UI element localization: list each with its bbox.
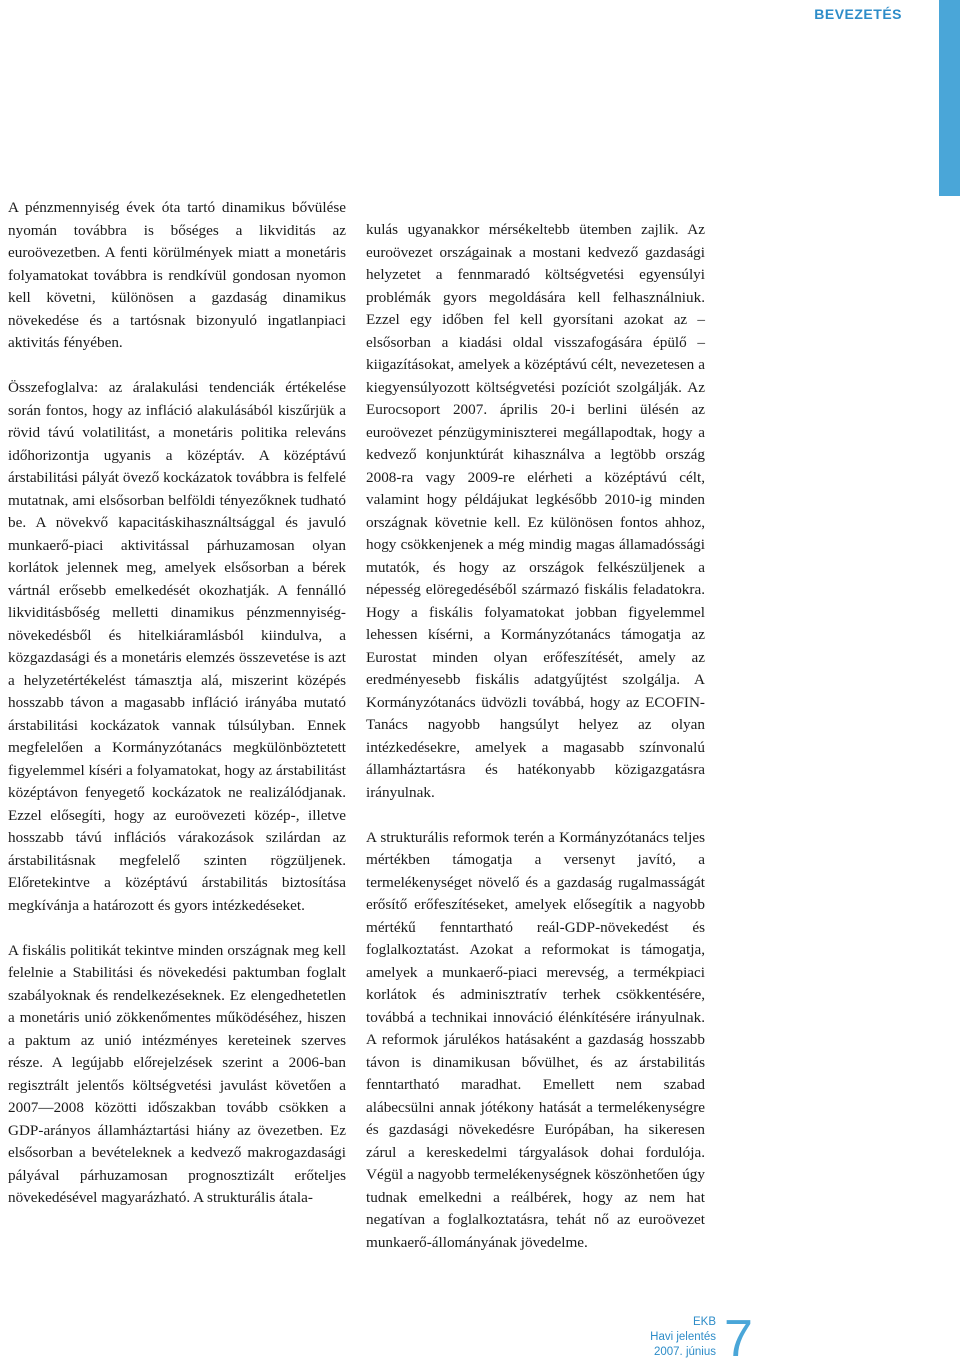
paragraph: A pénzmennyiség évek óta tartó dinamikus bővülése nyomán továbbra is bőséges a likviditás az euroövezetben. A fenti körülmények miatt a monetáris folyamatokat továbbra is rendkívül gondosan nyomon kell követni, különösen a gazdaság dinamikus növekedése és a tartósnak bizonyuló ingatlanpiaci aktivitás fényében. bbox=[8, 199, 346, 351]
page-number: 7 bbox=[724, 1310, 753, 1368]
section-header: BEVEZETÉS bbox=[814, 6, 902, 22]
paragraph: Összefoglalva: az áralakulási tendenciák értékelése során fontos, hogy az infláció alakulásából kiszűrjük a rövid távú volatilitást, a monetáris politika releváns időhorizontja ugyanis a középtáv. A középtávú árstabilitási pályát övező kockázatok továbbra is felfelé mutatnak, ami elsősorban belföldi tényezőknek tudható be. A növekvő kapacitáskihasználtsággal és javuló munkaerő-piaci aktivitással párhuzamosan olyan korlátok jelennek meg, amelyek elsősorban a bérek vártnál erősebb emelkedését okozhatják. A fennálló likviditásbőség melletti dinamikus pénzmennyiség-növekedésből és hitelkiáramlásból kiindulva, a közgazdasági és a monetáris elemzés összevetése is azt a helyzetértékelést támasztja alá, miszerint középés hosszabb távon a magasabb infláció irányába mutató árstabilitási kockázatok vannak túlsúlyban. Ennek megfelelően a Kormányzótanács megkülönböztetett figyelemmel kíséri a folyamatokat, hogy az árstabilitást középtávon fenyegető kockázatok ne realizálódjanak. Ezzel elősegíti, hogy az euroövezeti közép-, illetve hosszabb távú inflációs várakozások szilárdan az árstabilitásnak megfelelő szinten rögzüljenek. Előretekintve a középtávú árstabilitás biztosítása megkívánja a határozott és gyors intézkedéseket. bbox=[8, 379, 346, 914]
paragraph: kulás ugyanakkor mérsékeltebb ütemben zajlik. Az euroövezet országainak a mostani kedvező gazdasági helyzetet a fennmaradó költségvetési egyensúlyi problémák gyors megoldására kell felhasználniuk. Ezzel egy időben fel kell gyorsítani azokat az – elsősorban a kiadási oldal visszafogására épülő – kiigazításokat, amelyek a középtávú célt, nevezetesen a kiegyensúlyozott költségvetési pozíciót szolgálják. Az Eurocsoport 2007. április 20-i berlini ülésén az euroövezet pénzügyminiszterei megállapodtak, hogy a kedvező konjunktúrát kihasználva a legtöbb ország 2008-ra vagy 2009-re elérheti a középtávú célt, valamint hogy példájukat legkésőbb 2010-ig minden országnak követnie kell. Ez különösen fontos ahhoz, hogy csökkenjenek a még mindig magas államadóssági mutatók, és hogy az országok felkészüljenek a népesség elöregedéséből származó fiskális feladatokra. Hogy a fiskális folyamatokat jobban figyelemmel lehessen kísérni, a Kormányzótanács támogatja az Eurostat minden olyan erőfeszítését, amely az eredményesebb fiskális adatgyűjtést szolgálja. A Kormányzótanács üdvözli továbbá, hogy az ECOFIN-Tanács nagyobb hangsúlyt helyez az olyan intézkedésekre, amelyek a magasabb színvonalú államháztartásra és hatékonyabb közigazgatásra irányulnak. bbox=[366, 221, 705, 801]
footer-date: 2007. június bbox=[653, 1346, 716, 1358]
footer-publisher: EKB bbox=[692, 1316, 716, 1328]
right-column bbox=[366, 219, 705, 1277]
corner-tab-decoration bbox=[939, 0, 960, 196]
footer-publication: Havi jelentés bbox=[650, 1331, 716, 1343]
paragraph: A strukturális reformok terén a Kormányzótanács teljes mértékben támogatja a versenyt javító, a termelékenységet növelő és a gazdaság rugalmasságát erősítő erőfeszítéseket, amelyek elősegítik a nagyobb mértékű fenntartható reál-GDP-növekedést és foglalkoztatást. Azokat a reformokat is támogatja, amelyek a munkaerő-piaci merevség, a termékpiaci korlátok és adminisztratív terhek csökkentésére, továbbá a technikai innováció élénkítésére irányulnak. A reformok járulékos hatásaként a gazdaság hosszabb távon is dinamikusan bővülhet, és az árstabilitás fenntartható maradhat. Emellett nem szabad alábecsülni annak jótékony hatását a termelékenységre és gazdasági növekedésre Európában, ha sikeresen zárul a kereskedelmi tárgyalások dohai fordulója. Végül a nagyobb termelékenységnek köszönhetően úgy tudnak emelkedni a reálbérek, hogy az nem hat negatívan a foglalkoztatásra, tehát nő az euroövezet munkaerő-állományának jövedelme. bbox=[366, 828, 705, 1251]
paragraph: A fiskális politikát tekintve minden országnak meg kell felelnie a Stabilitási és növekedési paktumban foglalt szabályoknak és rendelkezéseknek. Ez elengedhetetlen a monetáris unió zökkenőmentes működéséhez, hiszen a paktum az unió intézményes kereteinek szerves része. A legújabb előrejelzések szerint a 2006-ban regisztrált jelentős költségvetési javulást követően a 2007—2008 közötti időszakban tovább csökken a GDP-arányos államháztartási hiány az övezetben. Ez elsősorban a bevételeknek a kedvező makrogazdasági pályával párhuzamosan prognosztizált erőteljes növekedésével magyarázható. A strukturális átala- bbox=[8, 941, 346, 1206]
footer-publication-info bbox=[648, 1315, 716, 1360]
left-column bbox=[8, 197, 346, 1232]
